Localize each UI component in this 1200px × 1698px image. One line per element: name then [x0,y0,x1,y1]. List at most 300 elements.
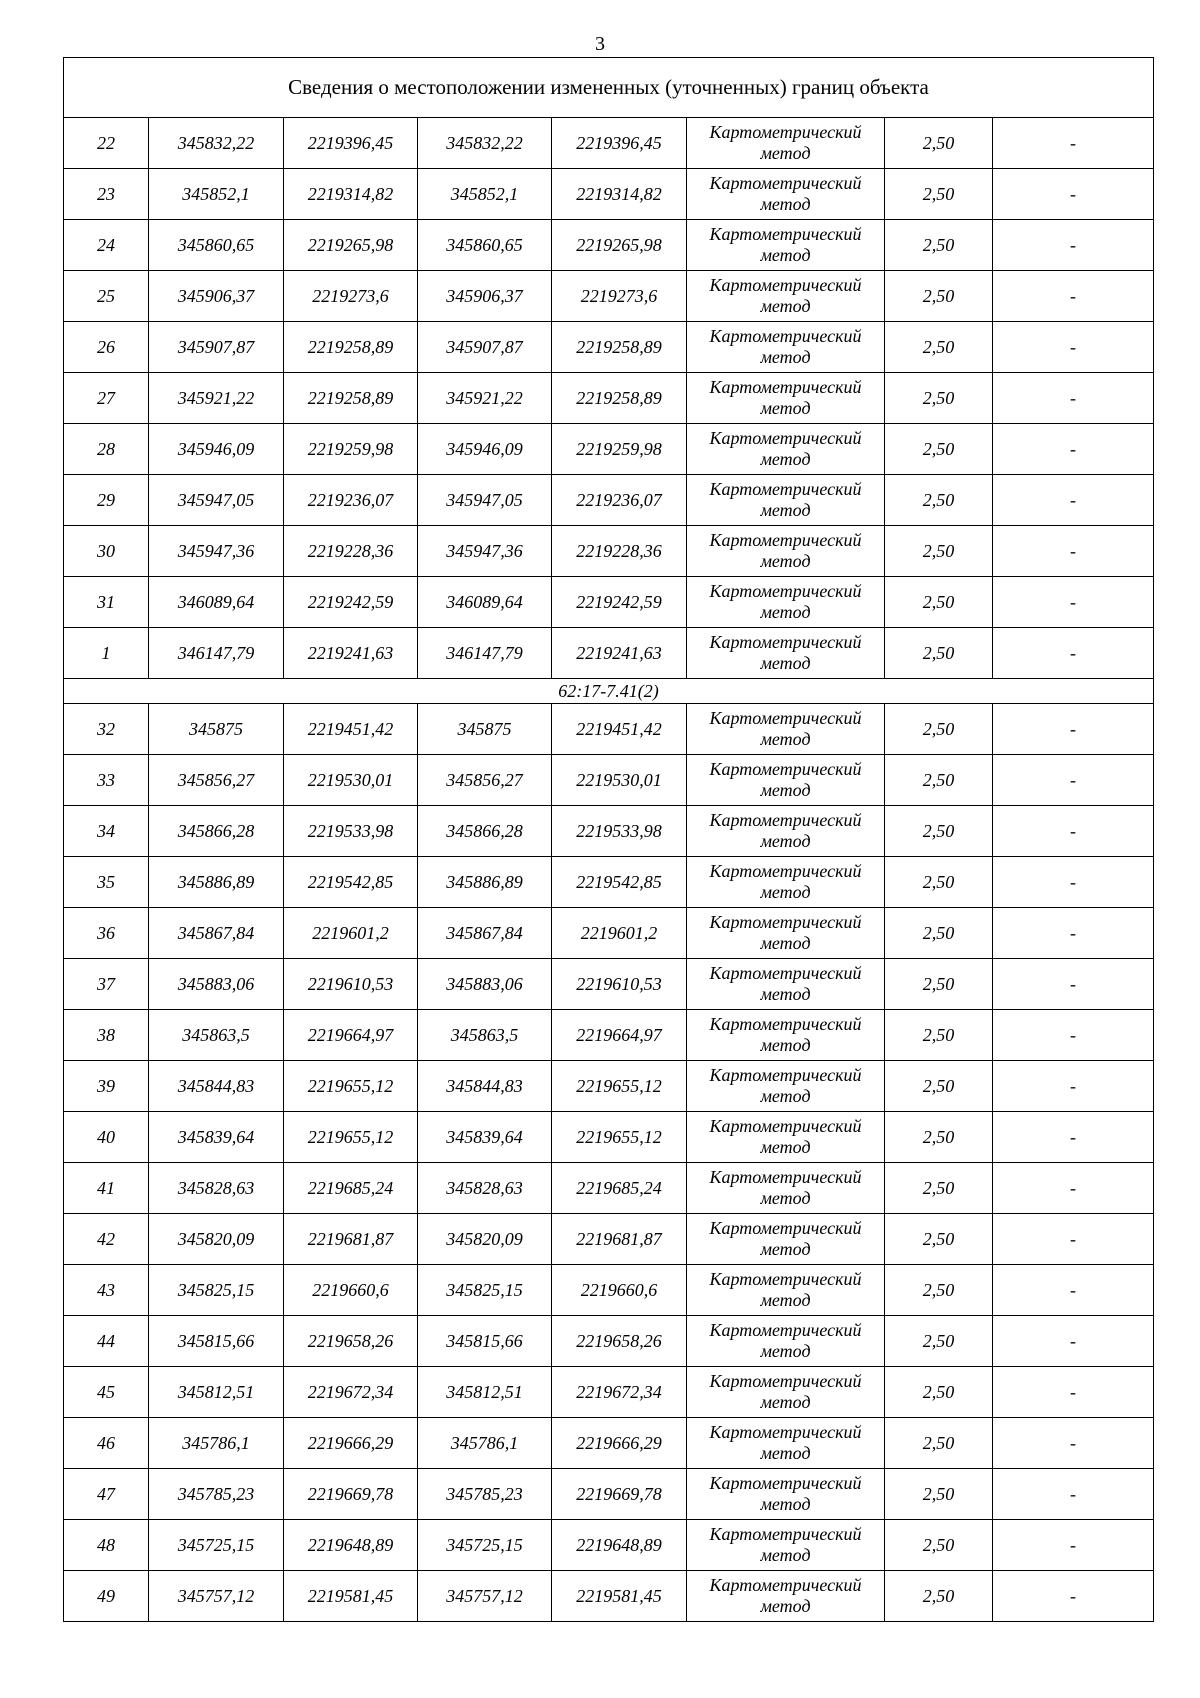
table-row [64,322,1154,373]
method-line-1: Картометрический [709,708,862,728]
method-line-2: метод [760,729,811,749]
refined-y-cell: 2219542,85 [552,857,687,908]
accuracy-cell: 2,50 [885,959,993,1010]
accuracy-cell: 2,50 [885,704,993,755]
method-line-1: Картометрический [709,581,862,601]
point-number-cell: 49 [64,1571,149,1622]
refined-x-cell: 345786,1 [418,1418,552,1469]
existing-x-cell: 345852,1 [149,169,284,220]
method-line-2: метод [760,1392,811,1412]
accuracy-cell: 2,50 [885,628,993,679]
point-number-cell: 39 [64,1061,149,1112]
note-cell: - [993,908,1154,959]
note-cell: - [993,1469,1154,1520]
note-cell: - [993,704,1154,755]
table-row [64,1163,1154,1214]
existing-y-cell: 2219581,45 [284,1571,418,1622]
refined-x-cell: 345906,37 [418,271,552,322]
point-number-cell: 32 [64,704,149,755]
note-cell: - [993,1571,1154,1622]
existing-y-cell: 2219664,97 [284,1010,418,1061]
method-cell [687,475,885,526]
method-line-2: метод [760,1137,811,1157]
method-cell [687,220,885,271]
method-line-1: Картометрический [709,122,862,142]
accuracy-cell: 2,50 [885,1061,993,1112]
refined-x-cell: 345947,36 [418,526,552,577]
point-number-cell: 35 [64,857,149,908]
point-number-cell: 45 [64,1367,149,1418]
method-line-1: Картометрический [709,326,862,346]
table-row [64,857,1154,908]
accuracy-cell: 2,50 [885,1265,993,1316]
point-number-cell: 29 [64,475,149,526]
table-body [64,58,1154,1622]
point-number-cell: 34 [64,806,149,857]
section-row [64,679,1154,704]
method-line-1: Картометрический [709,1473,862,1493]
table-row [64,424,1154,475]
method-line-2: метод [760,1290,811,1310]
point-number-cell: 22 [64,118,149,169]
point-number-cell: 26 [64,322,149,373]
table-row [64,1418,1154,1469]
table-row [64,118,1154,169]
point-number-cell: 24 [64,220,149,271]
existing-x-cell: 345820,09 [149,1214,284,1265]
existing-x-cell: 345883,06 [149,959,284,1010]
existing-x-cell: 345786,1 [149,1418,284,1469]
existing-x-cell: 345815,66 [149,1316,284,1367]
boundary-coordinates-table [63,57,1154,1622]
table-row [64,1316,1154,1367]
existing-x-cell: 345947,36 [149,526,284,577]
accuracy-cell: 2,50 [885,1469,993,1520]
note-cell: - [993,118,1154,169]
method-cell [687,704,885,755]
method-line-1: Картометрический [709,530,862,550]
method-line-2: метод [760,602,811,622]
method-line-1: Картометрический [709,1524,862,1544]
refined-y-cell: 2219258,89 [552,322,687,373]
table-row [64,1214,1154,1265]
note-cell: - [993,755,1154,806]
note-cell: - [993,373,1154,424]
method-cell [687,1112,885,1163]
refined-x-cell: 345815,66 [418,1316,552,1367]
existing-x-cell: 345947,05 [149,475,284,526]
point-number-cell: 42 [64,1214,149,1265]
method-line-1: Картометрический [709,1422,862,1442]
existing-x-cell: 346147,79 [149,628,284,679]
existing-y-cell: 2219530,01 [284,755,418,806]
note-cell: - [993,169,1154,220]
existing-x-cell: 345921,22 [149,373,284,424]
method-cell [687,908,885,959]
method-line-1: Картометрический [709,759,862,779]
method-cell [687,118,885,169]
note-cell: - [993,322,1154,373]
method-cell [687,1571,885,1622]
accuracy-cell: 2,50 [885,577,993,628]
method-line-1: Картометрический [709,1065,862,1085]
refined-y-cell: 2219258,89 [552,373,687,424]
refined-x-cell: 346147,79 [418,628,552,679]
existing-y-cell: 2219655,12 [284,1112,418,1163]
refined-x-cell: 345832,22 [418,118,552,169]
method-cell [687,1520,885,1571]
existing-y-cell: 2219314,82 [284,169,418,220]
existing-x-cell: 345906,37 [149,271,284,322]
method-line-2: метод [760,882,811,902]
refined-y-cell: 2219533,98 [552,806,687,857]
method-line-2: метод [760,1188,811,1208]
refined-y-cell: 2219241,63 [552,628,687,679]
table-row [64,220,1154,271]
refined-x-cell: 345947,05 [418,475,552,526]
method-line-1: Картометрический [709,479,862,499]
method-line-1: Картометрический [709,1269,862,1289]
existing-y-cell: 2219685,24 [284,1163,418,1214]
table-row [64,1571,1154,1622]
method-line-2: метод [760,1035,811,1055]
refined-y-cell: 2219242,59 [552,577,687,628]
refined-y-cell: 2219273,6 [552,271,687,322]
refined-y-cell: 2219685,24 [552,1163,687,1214]
method-line-1: Картометрический [709,1167,862,1187]
method-line-2: метод [760,143,811,163]
method-cell [687,857,885,908]
table-row [64,1061,1154,1112]
accuracy-cell: 2,50 [885,1520,993,1571]
note-cell: - [993,1163,1154,1214]
method-cell [687,1418,885,1469]
refined-y-cell: 2219658,26 [552,1316,687,1367]
method-line-2: метод [760,296,811,316]
table-row [64,755,1154,806]
method-cell [687,577,885,628]
existing-x-cell: 345907,87 [149,322,284,373]
refined-y-cell: 2219655,12 [552,1061,687,1112]
existing-y-cell: 2219542,85 [284,857,418,908]
method-line-1: Картометрический [709,1218,862,1238]
accuracy-cell: 2,50 [885,271,993,322]
existing-y-cell: 2219672,34 [284,1367,418,1418]
refined-y-cell: 2219259,98 [552,424,687,475]
accuracy-cell: 2,50 [885,475,993,526]
page-number: 3 [595,33,605,55]
refined-y-cell: 2219581,45 [552,1571,687,1622]
refined-x-cell: 345875 [418,704,552,755]
point-number-cell: 37 [64,959,149,1010]
existing-x-cell: 345785,23 [149,1469,284,1520]
point-number-cell: 36 [64,908,149,959]
method-cell [687,322,885,373]
method-cell [687,1010,885,1061]
refined-x-cell: 345785,23 [418,1469,552,1520]
refined-x-cell: 345757,12 [418,1571,552,1622]
accuracy-cell: 2,50 [885,220,993,271]
method-line-2: метод [760,194,811,214]
refined-x-cell: 345946,09 [418,424,552,475]
table-row [64,526,1154,577]
refined-x-cell: 345883,06 [418,959,552,1010]
refined-x-cell: 345886,89 [418,857,552,908]
existing-y-cell: 2219242,59 [284,577,418,628]
accuracy-cell: 2,50 [885,1010,993,1061]
refined-x-cell: 345856,27 [418,755,552,806]
existing-y-cell: 2219681,87 [284,1214,418,1265]
existing-y-cell: 2219236,07 [284,475,418,526]
note-cell: - [993,959,1154,1010]
method-cell [687,806,885,857]
method-line-2: метод [760,245,811,265]
table-row [64,1520,1154,1571]
existing-x-cell: 346089,64 [149,577,284,628]
table-row [64,271,1154,322]
refined-y-cell: 2219396,45 [552,118,687,169]
existing-x-cell: 345825,15 [149,1265,284,1316]
point-number-cell: 23 [64,169,149,220]
accuracy-cell: 2,50 [885,424,993,475]
existing-y-cell: 2219273,6 [284,271,418,322]
method-line-2: метод [760,500,811,520]
point-number-cell: 47 [64,1469,149,1520]
existing-y-cell: 2219660,6 [284,1265,418,1316]
existing-x-cell: 345875 [149,704,284,755]
existing-x-cell: 345844,83 [149,1061,284,1112]
note-cell: - [993,628,1154,679]
existing-y-cell: 2219451,42 [284,704,418,755]
refined-y-cell: 2219265,98 [552,220,687,271]
accuracy-cell: 2,50 [885,169,993,220]
refined-x-cell: 345825,15 [418,1265,552,1316]
refined-x-cell: 345860,65 [418,220,552,271]
existing-x-cell: 345867,84 [149,908,284,959]
existing-x-cell: 345812,51 [149,1367,284,1418]
table-row [64,1010,1154,1061]
note-cell: - [993,1418,1154,1469]
existing-y-cell: 2219265,98 [284,220,418,271]
method-line-1: Картометрический [709,1575,862,1595]
method-line-2: метод [760,1341,811,1361]
point-number-cell: 31 [64,577,149,628]
method-line-2: метод [760,653,811,673]
method-cell [687,169,885,220]
method-line-2: метод [760,1596,811,1616]
existing-x-cell: 345856,27 [149,755,284,806]
existing-y-cell: 2219601,2 [284,908,418,959]
point-number-cell: 25 [64,271,149,322]
refined-x-cell: 345863,5 [418,1010,552,1061]
existing-x-cell: 345866,28 [149,806,284,857]
refined-x-cell: 345725,15 [418,1520,552,1571]
refined-y-cell: 2219664,97 [552,1010,687,1061]
note-cell: - [993,1112,1154,1163]
table-row [64,1265,1154,1316]
method-line-1: Картометрический [709,275,862,295]
existing-x-cell: 345886,89 [149,857,284,908]
refined-x-cell: 345839,64 [418,1112,552,1163]
method-cell [687,1469,885,1520]
existing-x-cell: 345839,64 [149,1112,284,1163]
table-row [64,704,1154,755]
refined-x-cell: 345812,51 [418,1367,552,1418]
method-line-1: Картометрический [709,861,862,881]
refined-x-cell: 345921,22 [418,373,552,424]
method-line-1: Картометрический [709,963,862,983]
accuracy-cell: 2,50 [885,755,993,806]
refined-y-cell: 2219681,87 [552,1214,687,1265]
existing-x-cell: 345946,09 [149,424,284,475]
method-line-2: метод [760,1086,811,1106]
table-title-row [64,58,1154,118]
accuracy-cell: 2,50 [885,1367,993,1418]
accuracy-cell: 2,50 [885,322,993,373]
refined-y-cell: 2219610,53 [552,959,687,1010]
refined-y-cell: 2219672,34 [552,1367,687,1418]
method-cell [687,424,885,475]
existing-y-cell: 2219258,89 [284,373,418,424]
refined-y-cell: 2219601,2 [552,908,687,959]
note-cell: - [993,1214,1154,1265]
table-row [64,628,1154,679]
method-cell [687,1214,885,1265]
point-number-cell: 48 [64,1520,149,1571]
note-cell: - [993,220,1154,271]
existing-y-cell: 2219258,89 [284,322,418,373]
method-line-2: метод [760,831,811,851]
method-line-1: Картометрический [709,632,862,652]
note-cell: - [993,1316,1154,1367]
method-line-2: метод [760,347,811,367]
existing-x-cell: 345860,65 [149,220,284,271]
method-cell [687,1061,885,1112]
table-row [64,577,1154,628]
point-number-cell: 41 [64,1163,149,1214]
point-number-cell: 44 [64,1316,149,1367]
accuracy-cell: 2,50 [885,1112,993,1163]
section-label: 62:17-7.41(2) [64,679,1154,704]
method-line-1: Картометрический [709,224,862,244]
existing-y-cell: 2219648,89 [284,1520,418,1571]
method-cell [687,755,885,806]
note-cell: - [993,1367,1154,1418]
method-cell [687,1163,885,1214]
existing-x-cell: 345828,63 [149,1163,284,1214]
point-number-cell: 38 [64,1010,149,1061]
point-number-cell: 27 [64,373,149,424]
existing-y-cell: 2219396,45 [284,118,418,169]
note-cell: - [993,424,1154,475]
table-row [64,169,1154,220]
method-line-2: метод [760,551,811,571]
method-line-1: Картометрический [709,1320,862,1340]
accuracy-cell: 2,50 [885,1214,993,1265]
refined-x-cell: 345844,83 [418,1061,552,1112]
refined-y-cell: 2219666,29 [552,1418,687,1469]
point-number-cell: 30 [64,526,149,577]
method-line-1: Картометрический [709,428,862,448]
accuracy-cell: 2,50 [885,118,993,169]
refined-y-cell: 2219669,78 [552,1469,687,1520]
table-row [64,1469,1154,1520]
table-row [64,373,1154,424]
table-row [64,1367,1154,1418]
existing-x-cell: 345757,12 [149,1571,284,1622]
note-cell: - [993,475,1154,526]
method-cell [687,373,885,424]
note-cell: - [993,1265,1154,1316]
point-number-cell: 43 [64,1265,149,1316]
method-cell [687,628,885,679]
method-line-2: метод [760,1443,811,1463]
refined-y-cell: 2219648,89 [552,1520,687,1571]
existing-y-cell: 2219658,26 [284,1316,418,1367]
accuracy-cell: 2,50 [885,373,993,424]
note-cell: - [993,857,1154,908]
existing-y-cell: 2219241,63 [284,628,418,679]
point-number-cell: 40 [64,1112,149,1163]
refined-y-cell: 2219236,07 [552,475,687,526]
refined-x-cell: 345828,63 [418,1163,552,1214]
existing-x-cell: 345863,5 [149,1010,284,1061]
refined-y-cell: 2219314,82 [552,169,687,220]
method-cell [687,1367,885,1418]
note-cell: - [993,271,1154,322]
note-cell: - [993,1061,1154,1112]
method-line-1: Картометрический [709,810,862,830]
method-line-1: Картометрический [709,912,862,932]
existing-x-cell: 345832,22 [149,118,284,169]
method-line-2: метод [760,1239,811,1259]
refined-y-cell: 2219655,12 [552,1112,687,1163]
note-cell: - [993,1520,1154,1571]
accuracy-cell: 2,50 [885,908,993,959]
refined-x-cell: 345820,09 [418,1214,552,1265]
method-cell [687,271,885,322]
method-cell [687,526,885,577]
existing-y-cell: 2219259,98 [284,424,418,475]
method-line-2: метод [760,984,811,1004]
note-cell: - [993,1010,1154,1061]
table-row [64,475,1154,526]
method-line-1: Картометрический [709,1371,862,1391]
method-line-1: Картометрический [709,377,862,397]
method-line-2: метод [760,1545,811,1565]
refined-x-cell: 345852,1 [418,169,552,220]
accuracy-cell: 2,50 [885,1163,993,1214]
accuracy-cell: 2,50 [885,526,993,577]
method-line-2: метод [760,398,811,418]
table-row [64,806,1154,857]
refined-y-cell: 2219530,01 [552,755,687,806]
table-title: Сведения о местоположении измененных (уточненных) границ объекта [64,58,1154,118]
accuracy-cell: 2,50 [885,1316,993,1367]
accuracy-cell: 2,50 [885,857,993,908]
method-line-2: метод [760,933,811,953]
note-cell: - [993,526,1154,577]
existing-y-cell: 2219669,78 [284,1469,418,1520]
point-number-cell: 46 [64,1418,149,1469]
method-line-1: Картометрический [709,1116,862,1136]
table-row [64,908,1154,959]
method-line-2: метод [760,449,811,469]
refined-x-cell: 346089,64 [418,577,552,628]
refined-y-cell: 2219660,6 [552,1265,687,1316]
existing-y-cell: 2219610,53 [284,959,418,1010]
existing-x-cell: 345725,15 [149,1520,284,1571]
